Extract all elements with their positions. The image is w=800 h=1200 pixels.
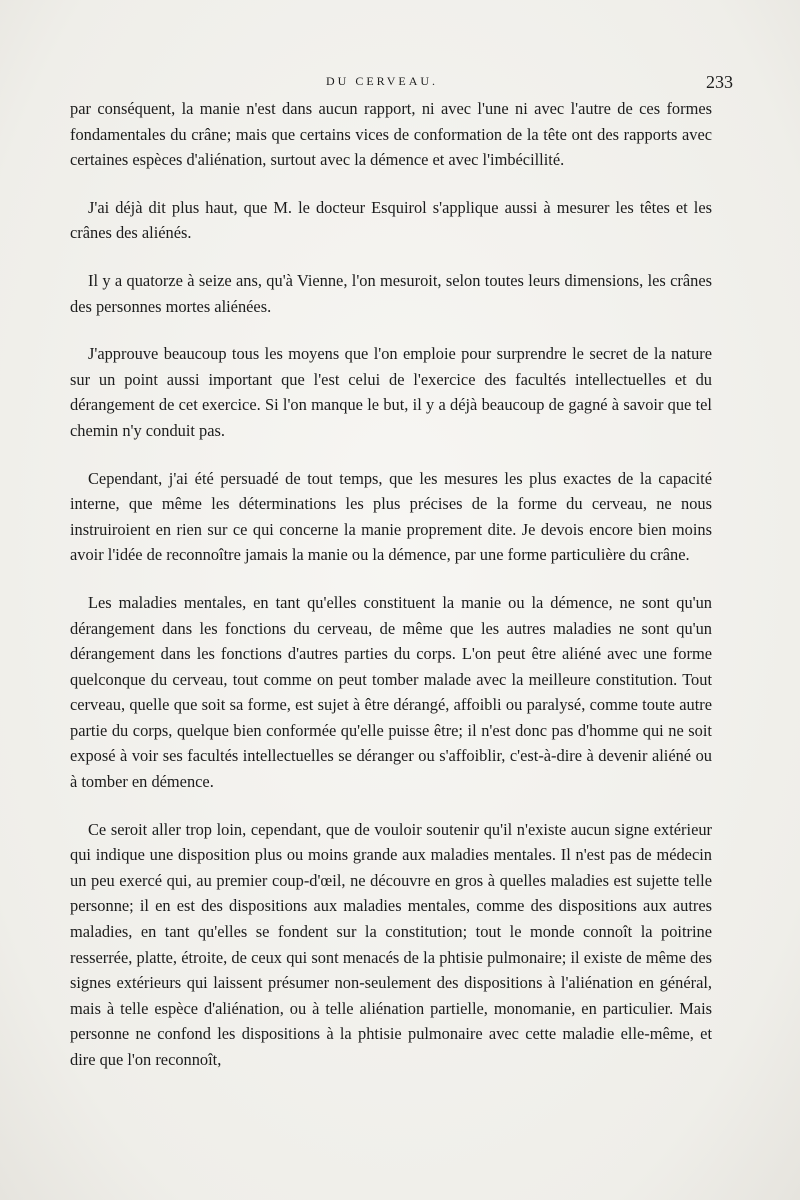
body-text [70,96,712,1073]
paragraph: J'approuve beaucoup tous les moyens que l'on emploie pour surprendre le secret de la nature sur un point aussi important que l'est celui de l'exercice des facultés intellectuelles et du dérangement de cet exercice. Si l'on manque le but, il y a déjà beaucoup de gagné à savoir que tel chemin n'y conduit pas. [70,344,712,440]
paragraph: Ce seroit aller trop loin, cependant, que de vouloir soutenir qu'il n'existe aucun signe extérieur qui indique une disposition plus ou moins grande aux maladies mentales. Il n'est pas de médecin un peu exercé qui, au premier coup-d'œil, ne découvre en gros à quelles maladies est sujette telle personne; il en est des dispositions aux maladies mentales, comme des dispositions aux autres maladies, en tant qu'elles se fondent sur la constitution; tout le monde connoît la poitrine resserrée, platte, étroite, de ceux qui sont menacés de la phtisie pulmonaire; il existe de même des signes extérieurs qui laissent présumer non-seulement des dispositions à l'aliénation en général, mais à telle espèce d'aliénation, ou à telle aliénation partielle, monomanie, en particulier. Mais personne ne confond les dispositions à la phtisie pulmonaire avec cette maladie elle-même, et dire que l'on reconnoît, [70,819,712,1069]
paragraph: Les maladies mentales, en tant qu'elles constituent la manie ou la démence, ne sont qu'un dérangement dans les fonctions du cerveau, de même que les autres maladies ne sont qu'un dérangement dans les fonctions d'autres parties du corps. L'on peut être aliéné avec une forme quelconque du cerveau, tout comme on peut tomber malade avec la meilleure constitution. Tout cerveau, quelle que soit sa forme, est sujet à être dérangé, affoibli ou paralysé, comme toute autre partie du corps, quelque bien conformée qu'elle puisse être; il n'est donc pas d'homme qui ne soit exposé à voir ses facultés intellectuelles se déranger ou s'affoiblir, c'est-à-dire à devenir aliéné ou à tomber en démence. [70,592,712,792]
paragraph: J'ai déjà dit plus haut, que M. le docteur Esquirol s'applique aussi à mesurer les têtes et les crânes des aliénés. [70,197,712,243]
page-number: 233 [706,72,733,92]
paragraph: par conséquent, la manie n'est dans aucun rapport, ni avec l'une ni avec l'autre de ces formes fondamentales du crâne; mais que certains vices de conformation de la tête ont des rapports avec certaines espèces d'aliénation, surtout avec la démence et avec l'imbécillité. [70,99,712,170]
running-title: DU CERVEAU. [326,74,439,88]
running-head [0,74,800,98]
paragraph: Il y a quatorze à seize ans, qu'à Vienne, l'on mesuroit, selon toutes leurs dimensions, les crânes des personnes mortes aliénées. [70,270,712,316]
paragraph: Cependant, j'ai été persuadé de tout temps, que les mesures les plus exactes de la capacité interne, que même les déterminations les plus précises de la forme du cerveau, ne nous instruiroient en rien sur ce qui concerne la manie proprement dite. Je devois encore bien moins avoir l'idée de reconnoître jamais la manie ou la démence, par une forme particulière du crâne. [70,468,712,565]
